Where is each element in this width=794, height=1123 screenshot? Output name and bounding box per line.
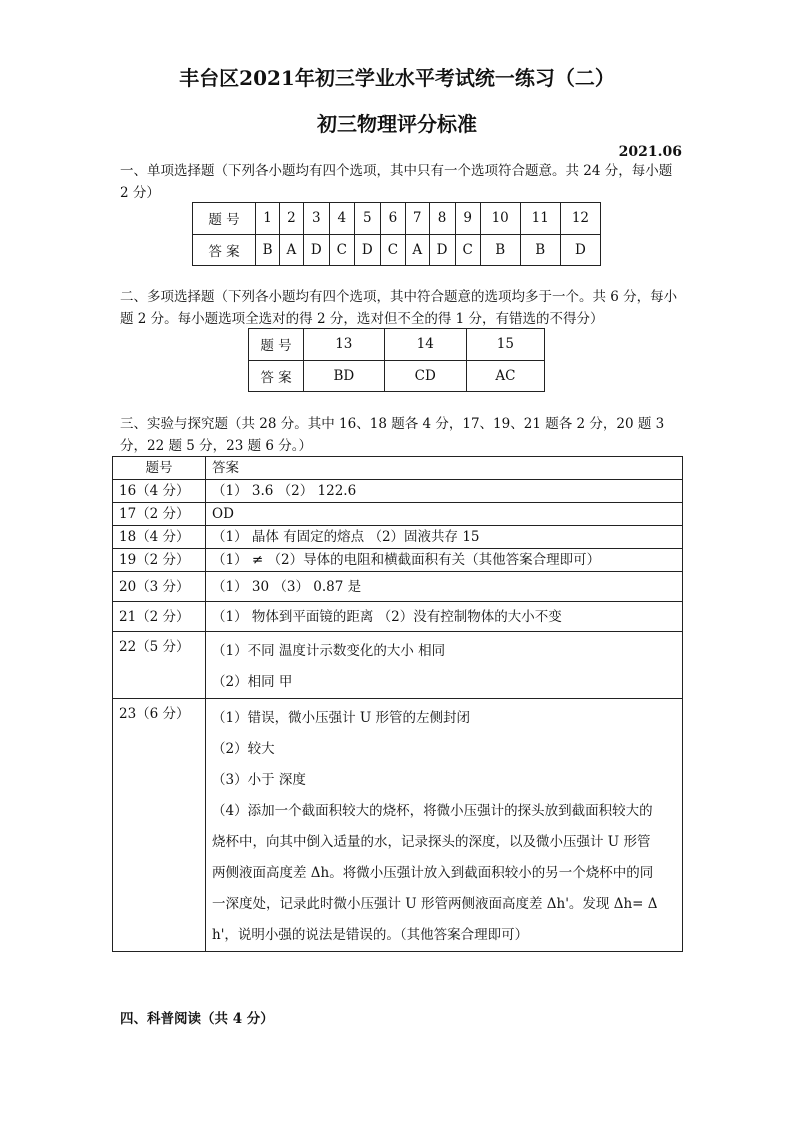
answer-text xyxy=(206,632,683,699)
answer-line: （1） 晶体 有固定的熔点 （2）固液共存 15 xyxy=(212,529,480,545)
question-number-cell: 3 xyxy=(303,203,329,235)
answer-cell: D xyxy=(429,234,455,266)
answer-cell: C xyxy=(455,234,480,266)
answer-cell: A xyxy=(280,234,304,266)
answer-cell: B xyxy=(520,234,560,266)
answer-line: （1） 30 （3） 0.87 是 xyxy=(212,579,362,595)
question-number-cell: 6 xyxy=(380,203,405,235)
question-number-cell: 9 xyxy=(455,203,480,235)
table-row xyxy=(113,526,683,549)
answer-cell: D xyxy=(303,234,329,266)
document-date: 2021.06 xyxy=(618,144,682,160)
table-row xyxy=(113,549,683,572)
answer-line: （1） ≠ （2）导体的电阻和横截面积有关（其他答案合理即可） xyxy=(212,552,601,568)
question-number-cell: 1 xyxy=(256,203,280,235)
row-label: 答 案 xyxy=(249,360,304,392)
single-choice-answer-table xyxy=(192,202,601,266)
table-row xyxy=(249,360,545,392)
multi-choice-answer-table xyxy=(248,328,545,392)
answer-line: （1） 3.6 （2） 122.6 xyxy=(212,483,357,499)
answer-cell: AC xyxy=(466,360,544,392)
answer-cell: D xyxy=(354,234,380,266)
answer-line: （1）不同 温度计示数变化的大小 相同 xyxy=(212,643,446,659)
answer-line: （3）小于 深度 xyxy=(212,772,306,788)
column-header: 答案 xyxy=(206,457,683,480)
question-label: 21（2 分） xyxy=(113,602,206,632)
answer-line: （4）添加一个截面积较大的烧杯，将微小压强计的探头放到截面积较大的 xyxy=(212,803,653,819)
question-label: 18（4 分） xyxy=(113,526,206,549)
answer-text xyxy=(206,549,683,572)
answer-cell: C xyxy=(380,234,405,266)
question-number-cell: 13 xyxy=(304,329,385,361)
answer-line: 两侧液面高度差 Δh。将微小压强计放入到截面积较小的另一个烧杯中的同 xyxy=(212,865,654,881)
answer-cell: B xyxy=(256,234,280,266)
question-number-cell: 15 xyxy=(466,329,544,361)
table-row xyxy=(113,572,683,602)
question-label: 20（3 分） xyxy=(113,572,206,602)
answer-line: 一深度处，记录此时微小压强计 U 形管两侧液面高度差 Δh'。发现 Δh= Δ xyxy=(212,896,658,912)
answer-line: h'，说明小强的说法是错误的。（其他答案合理即可） xyxy=(212,927,529,943)
question-number-cell: 7 xyxy=(405,203,429,235)
table-header-row xyxy=(113,457,683,480)
question-number-cell: 11 xyxy=(520,203,560,235)
question-label: 16（4 分） xyxy=(113,480,206,503)
column-header: 题号 xyxy=(113,457,206,480)
table-row xyxy=(113,480,683,503)
answer-line: （2）相同 甲 xyxy=(212,674,293,690)
table-row xyxy=(113,699,683,952)
experiment-answer-table xyxy=(112,456,683,952)
answer-cell: C xyxy=(329,234,354,266)
answer-text xyxy=(206,526,683,549)
question-number-cell: 12 xyxy=(560,203,600,235)
question-number-cell: 10 xyxy=(480,203,520,235)
answer-line: （1）错误，微小压强计 U 形管的左侧封闭 xyxy=(212,710,471,726)
table-row xyxy=(193,203,601,235)
page-subtitle: 初三物理评分标准 xyxy=(317,112,477,136)
question-number-cell: 14 xyxy=(384,329,466,361)
row-label: 题 号 xyxy=(249,329,304,361)
answer-cell: B xyxy=(480,234,520,266)
table-row xyxy=(113,503,683,526)
answer-line: （1） 物体到平面镜的距离 （2）没有控制物体的大小不变 xyxy=(212,609,562,625)
question-label: 23（6 分） xyxy=(113,699,206,952)
answer-line: OD xyxy=(212,506,234,522)
answer-text xyxy=(206,503,683,526)
row-label: 题 号 xyxy=(193,203,256,235)
answer-cell: BD xyxy=(304,360,385,392)
answer-text xyxy=(206,602,683,632)
question-number-cell: 2 xyxy=(280,203,304,235)
question-label: 19（2 分） xyxy=(113,549,206,572)
answer-text xyxy=(206,699,683,952)
answer-cell: A xyxy=(405,234,429,266)
answer-cell: D xyxy=(560,234,600,266)
section3-heading: 三、实验与探究题（共 28 分。其中 16、18 题各 4 分，17、19、21 题各 2 分，20 题 3 分，22 题 5 分，23 题 6 分。） xyxy=(120,416,665,454)
row-label: 答 案 xyxy=(193,234,256,266)
question-number-cell: 5 xyxy=(354,203,380,235)
section1-heading: 一、单项选择题（下列各小题均有四个选项，其中只有一个选项符合题意。共 24 分，每小题 2 分） xyxy=(120,163,673,201)
answer-cell: CD xyxy=(384,360,466,392)
question-label: 22（5 分） xyxy=(113,632,206,699)
table-row xyxy=(113,632,683,699)
table-row xyxy=(113,602,683,632)
answer-text xyxy=(206,572,683,602)
table-row xyxy=(249,329,545,361)
answer-line: 烧杯中，向其中倒入适量的水，记录探头的深度，以及微小压强计 U 形管 xyxy=(212,834,651,850)
section2-heading: 二、多项选择题（下列各小题均有四个选项，其中符合题意的选项均多于一个。共 6 分，每小题 2 分。每小题选项全选对的得 2 分，选对但不全的得 1 分，有错选的不得分） xyxy=(120,289,678,327)
page-title: 丰台区2021年初三学业水平考试统一练习（二） xyxy=(179,66,615,90)
question-number-cell: 8 xyxy=(429,203,455,235)
answer-line: （2）较大 xyxy=(212,741,275,757)
question-number-cell: 4 xyxy=(329,203,354,235)
table-row xyxy=(193,234,601,266)
section4-heading: 四、科普阅读（共 4 分） xyxy=(120,1011,274,1027)
answer-text xyxy=(206,480,683,503)
question-label: 17（2 分） xyxy=(113,503,206,526)
